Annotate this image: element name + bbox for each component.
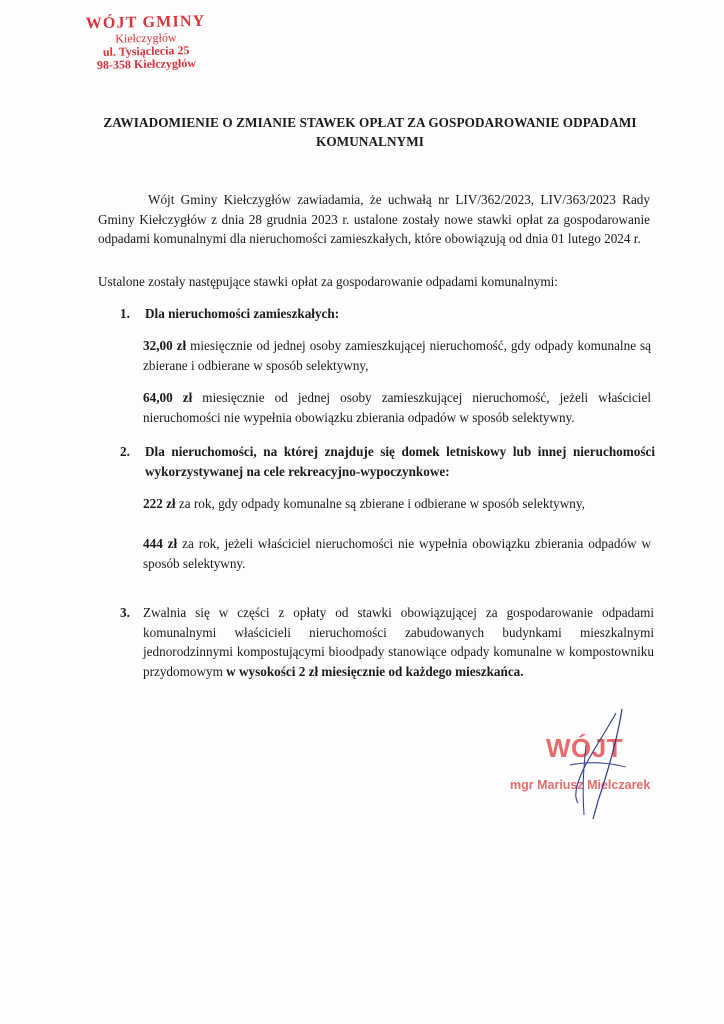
item-heading-text: Dla nieruchomości zamieszkałych:	[145, 306, 340, 321]
signature-title: WÓJT	[546, 733, 624, 763]
rate-description: za rok, jeżeli właściciel nieruchomości nie wypełnia obowiązku zbierania odpadów w sposób selektywny.	[143, 536, 651, 571]
item-3-text	[143, 603, 654, 681]
office-stamp	[75, 13, 216, 73]
item-2-heading	[120, 442, 655, 482]
item-number: 2.	[120, 444, 130, 459]
rate-1b	[143, 388, 651, 427]
signature-name: mgr Mariusz Mielczarek	[510, 778, 651, 792]
item-number: 1.	[120, 306, 130, 321]
rate-2b	[143, 534, 651, 573]
stamp-street: ul. Tysiąclecia 25	[102, 43, 190, 59]
stamp-title: WÓJT GMINY	[85, 12, 206, 33]
lead-paragraph: Ustalone zostały następujące stawki opłat za gospodarowanie odpadami komunalnymi:	[98, 274, 558, 289]
signature-block	[500, 705, 680, 825]
rate-amount: 32,00 zł	[143, 338, 187, 353]
item-1-heading	[120, 304, 655, 324]
rate-1a	[143, 336, 651, 375]
item-heading-text: Dla nieruchomości, na której znajduje się domek letniskowy lub innej nieruchomości wykorzystywanej na cele rekreacyjno-wypoczynkowe:	[145, 444, 655, 479]
rate-description: miesięcznie od jednej osoby zamieszkującej nieruchomość, gdy odpady komunalne są zbierane i odbierane w sposób selektywny,	[143, 338, 652, 373]
exemption-amount: w wysokości 2 zł miesięcznie od każdego mieszkańca.	[226, 663, 524, 679]
rate-description: miesięcznie od jednej osoby zamieszkującej nieruchomość, jeżeli właściciel nieruchomości nie wypełnia obowiązku zbierania odpadów w sposób selektywny.	[143, 390, 651, 425]
document-title: ZAWIADOMIENIE O ZMIANIE STAWEK OPŁAT ZA GOSPODAROWANIE ODPADAMI KOMUNALNYMI	[103, 115, 637, 149]
rate-amount: 64,00 zł	[143, 390, 193, 405]
rate-description: za rok, gdy odpady komunalne są zbierane i odbierane w sposób selektywny,	[175, 496, 585, 511]
rate-amount: 444 zł	[143, 536, 178, 551]
stamp-municipality: Kiełczygłów	[115, 30, 177, 46]
intro-paragraph: Wójt Gminy Kiełczygłów zawiadamia, że uchwałą nr LIV/362/2023, LIV/363/2023 Rady Gminy Kiełczygłów z dnia 28 grudnia 2023 r. ustalone zostały nowe stawki opłat za gospodarowanie odpadami komunalnymi dla nieruchomości zamieszkałych, które obowiązują od dnia 01 lutego 2024 r.	[98, 192, 650, 246]
handwritten-signature	[500, 705, 680, 825]
exemption-description: Zwalnia się w części z opłaty od stawki obowiązującej za gospodarowanie odpadami komunalnymi właścicieli nieruchomości zabudowanych budynkami mieszkalnymi jednorodzinnymi kompostującymi bioodpady stanowiące odpady komunalne w kompostowniku przydomowym	[143, 605, 654, 679]
stamp-postal: 98-358 Kiełczygłów	[96, 55, 197, 73]
item-number: 3.	[120, 605, 130, 620]
rate-2a	[143, 494, 651, 514]
rate-amount: 222 zł	[143, 496, 176, 511]
